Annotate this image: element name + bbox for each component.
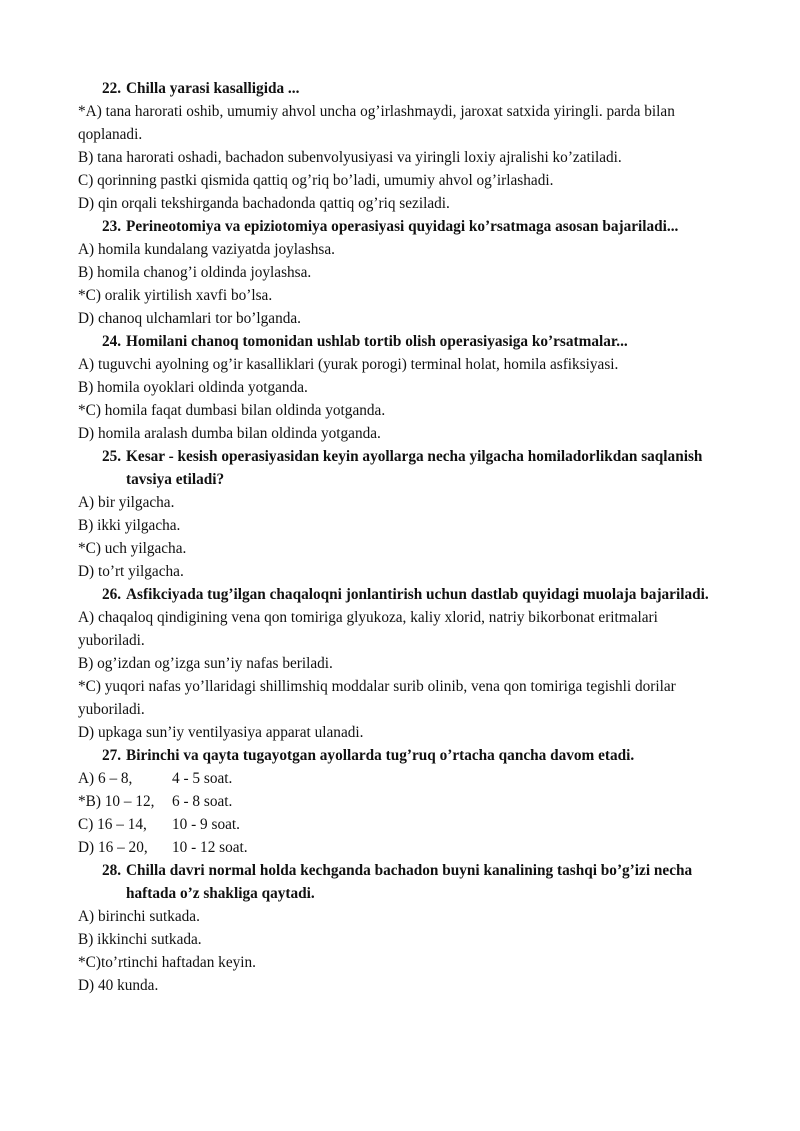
answer-option: D) homila aralash dumba bilan oldinda yotganda. <box>78 425 381 442</box>
answer-option: B) homila oyoklari oldinda yotganda. <box>78 379 308 396</box>
question-text: Homilani chanoq tomonidan ushlab tortib olish operasiyasiga ko’rsatmalar... <box>126 333 628 350</box>
question-number: 27. <box>102 747 122 764</box>
answer-option: *C) yuqori nafas yo’llaridagi shillimshiq moddalar surib olinib, vena qon tomiriga tegishli dorilar yuboriladi. <box>78 678 676 718</box>
question-heading <box>78 583 728 606</box>
answer-option: D) qin orqali tekshirganda bachadonda qattiq og’riq seziladi. <box>78 195 450 212</box>
question-number: 25. <box>102 448 122 465</box>
answer-range: C) 16 – 14, <box>78 816 147 833</box>
answer-option: B) ikki yilgacha. <box>78 517 181 534</box>
answer-option: A) bir yilgacha. <box>78 494 175 511</box>
question-text: Birinchi va qayta tugayotgan ayollarda tug’ruq o’rtacha qancha davom etadi. <box>126 747 635 764</box>
answer-option: B) homila chanog’i oldinda joylashsa. <box>78 264 312 281</box>
question-heading <box>78 744 728 767</box>
answer-option: *C) uch yilgacha. <box>78 540 187 557</box>
answer-duration: 10 - 9 soat. <box>172 816 240 833</box>
question-text: Kesar - kesish operasiyasidan keyin ayollarga necha yilgacha homiladorlikdan saqlanish tavsiya etiladi? <box>126 448 703 488</box>
answer-option: C) qorinning pastki qismida qattiq og’riq bo’ladi, umumiy ahvol og’irlashadi. <box>78 172 554 189</box>
question-block <box>78 215 728 330</box>
question-text: Asfikciyada tug’ilgan chaqaloqni jonlantirish uchun dastlab quyidagi muolaja bajariladi. <box>126 586 709 603</box>
question-heading <box>78 215 728 238</box>
answer-option: *C) oralik yirtilish xavfi bo’lsa. <box>78 287 273 304</box>
question-number: 26. <box>102 586 122 603</box>
answer-duration: 10 - 12 soat. <box>172 839 248 856</box>
answer-range: D) 16 – 20, <box>78 839 148 856</box>
answer-option: D) to’rt yilgacha. <box>78 563 184 580</box>
question-block <box>78 744 728 859</box>
question-heading <box>78 859 728 905</box>
answer-duration: 4 - 5 soat. <box>172 770 233 787</box>
question-block <box>78 859 728 997</box>
answer-option: B) og’izdan og’izga sun’iy nafas beriladi. <box>78 655 333 672</box>
question-heading <box>78 445 728 491</box>
answer-duration: 6 - 8 soat. <box>172 793 233 810</box>
question-number: 28. <box>102 862 122 879</box>
question-text: Chilla yarasi kasalligida ... <box>126 80 300 97</box>
answer-option <box>78 790 728 813</box>
test-page <box>78 77 728 997</box>
answer-option: A) chaqaloq qindigining vena qon tomiriga glyukoza, kaliy xlorid, natriy bikorbonat eritmalari yuboriladi. <box>78 609 658 649</box>
question-number: 22. <box>102 80 122 97</box>
answer-option <box>78 813 728 836</box>
question-number: 23. <box>102 218 122 235</box>
question-block <box>78 445 728 583</box>
answer-option: B) ikkinchi sutkada. <box>78 931 202 948</box>
answer-option <box>78 767 728 790</box>
question-heading <box>78 77 728 100</box>
answer-option: *C)to’rtinchi haftadan keyin. <box>78 954 256 971</box>
question-number: 24. <box>102 333 122 350</box>
question-block <box>78 77 728 215</box>
question-block <box>78 583 728 744</box>
answer-option: A) homila kundalang vaziyatda joylashsa. <box>78 241 335 258</box>
answer-range: A) 6 – 8, <box>78 770 133 787</box>
answer-option: *A) tana harorati oshib, umumiy ahvol uncha og’irlashmaydi, jaroxat satxida yiringli. parda bilan qoplanadi. <box>78 103 675 143</box>
answer-option: B) tana harorati oshadi, bachadon subenvolyusiyasi va yiringli loxiy ajralishi ko’zatiladi. <box>78 149 622 166</box>
question-block <box>78 330 728 445</box>
answer-range: *B) 10 – 12, <box>78 793 155 810</box>
question-text: Perineotomiya va epiziotomiya operasiyasi quyidagi ko’rsatmaga asosan bajariladi... <box>126 218 679 235</box>
question-text: Chilla davri normal holda kechganda bachadon buyni kanalining tashqi bo’g’izi necha haftada o’z shakliga qaytadi. <box>126 862 693 902</box>
answer-option: *C) homila faqat dumbasi bilan oldinda yotganda. <box>78 402 386 419</box>
question-heading <box>78 330 728 353</box>
answer-option: D) chanoq ulchamlari tor bo’lganda. <box>78 310 301 327</box>
answer-option <box>78 836 728 859</box>
answer-option: D) upkaga sun’iy ventilyasiya apparat ulanadi. <box>78 724 364 741</box>
answer-option: A) tuguvchi ayolning og’ir kasalliklari (yurak porogi) terminal holat, homila asfiksiyasi. <box>78 356 619 373</box>
answer-option: A) birinchi sutkada. <box>78 908 200 925</box>
answer-option: D) 40 kunda. <box>78 977 159 994</box>
